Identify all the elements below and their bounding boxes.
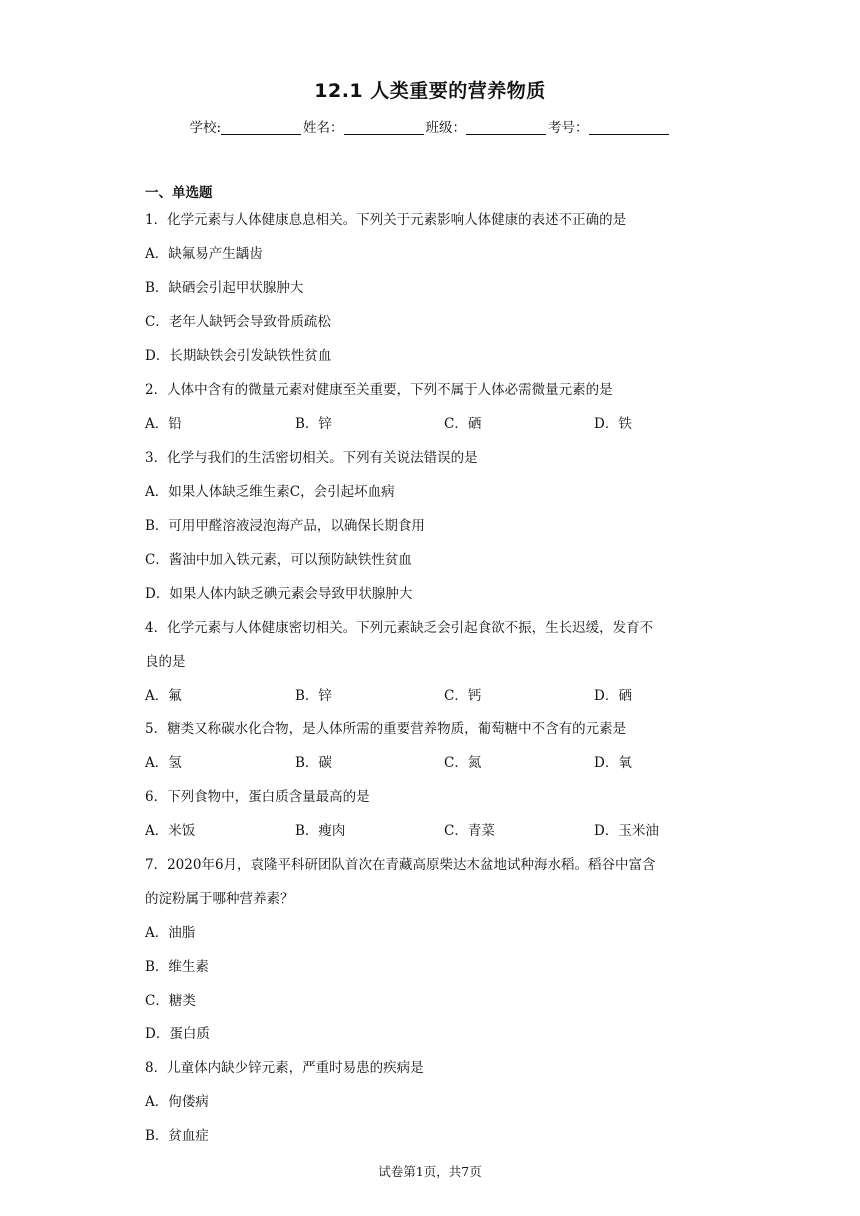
answer-option: D．铁 — [594, 416, 632, 432]
page-footer: 试卷第1页，共7页 — [378, 1164, 482, 1179]
class-blank — [466, 120, 546, 135]
answer-option: B．瘦肉 — [295, 823, 346, 839]
school-label: 学校: — [189, 120, 222, 136]
answer-option: B．锌 — [295, 688, 332, 704]
answer-option: D．如果人体内缺乏碘元素会导致甲状腺肿大 — [145, 586, 413, 602]
answer-option: C．老年人缺钙会导致骨质疏松 — [145, 314, 331, 330]
answer-option: A．氢 — [145, 755, 182, 771]
answer-option: B．可用甲醛溶液浸泡海产品，以确保长期食用 — [145, 518, 425, 534]
section-heading: 一、单选题 — [145, 185, 213, 201]
answer-option: A．氟 — [145, 688, 182, 704]
question-stem: 8．儿童体内缺少锌元素，严重时易患的疾病是 — [145, 1060, 424, 1076]
answer-option: D．蛋白质 — [145, 1026, 210, 1042]
answer-option: C．糖类 — [145, 993, 196, 1009]
answer-option: A．佝偻病 — [145, 1094, 209, 1110]
question-stem: 7．2020年6月，袁隆平科研团队首次在青藏高原柴达木盆地试种海水稻。稻谷中富含 — [145, 857, 656, 873]
answer-option: B．维生素 — [145, 959, 209, 975]
answer-option: C．青菜 — [444, 823, 495, 839]
question-stem: 3．化学与我们的生活密切相关。下列有关说法错误的是 — [145, 450, 478, 466]
answer-option: A．如果人体缺乏维生素C，会引起坏血病 — [145, 484, 395, 500]
answer-option: B．锌 — [295, 416, 332, 432]
answer-option: D．氧 — [594, 755, 632, 771]
question-stem-continued: 良的是 — [145, 654, 186, 670]
question-stem: 6．下列食物中，蛋白质含量最高的是 — [145, 789, 370, 805]
name-label: 姓名： — [303, 120, 344, 136]
student-info-line — [0, 116, 860, 136]
answer-option: C．氮 — [444, 755, 482, 771]
exam-number-blank — [589, 120, 669, 135]
answer-option: A．米饭 — [145, 823, 196, 839]
answer-option: D．硒 — [594, 688, 632, 704]
question-stem-continued: 的淀粉属于哪种营养素？ — [145, 891, 294, 907]
answer-option: D．长期缺铁会引发缺铁性贫血 — [145, 348, 332, 364]
exam-number-label: 考号： — [548, 120, 589, 136]
answer-option: C．酱油中加入铁元素，可以预防缺铁性贫血 — [145, 552, 412, 568]
name-blank — [344, 120, 424, 135]
answer-option: A．铅 — [145, 416, 182, 432]
school-blank — [221, 120, 301, 135]
question-stem: 4．化学元素与人体健康密切相关。下列元素缺乏会引起食欲不振，生长迟缓，发育不 — [145, 620, 654, 636]
answer-option: A．缺氟易产生龋齿 — [145, 246, 263, 262]
question-stem: 2．人体中含有的微量元素对健康至关重要，下列不属于人体必需微量元素的是 — [145, 382, 613, 398]
answer-option: C．硒 — [444, 416, 482, 432]
answer-option: A．油脂 — [145, 925, 196, 941]
answer-option: C．钙 — [444, 688, 482, 704]
question-stem: 1．化学元素与人体健康息息相关。下列关于元素影响人体健康的表述不正确的是 — [145, 212, 627, 228]
question-stem: 5．糖类又称碳水化合物，是人体所需的重要营养物质，葡萄糖中不含有的元素是 — [145, 721, 627, 737]
answer-option: B．碳 — [295, 755, 332, 771]
answer-option: B．贫血症 — [145, 1128, 209, 1144]
answer-option: B．缺硒会引起甲状腺肿大 — [145, 280, 304, 296]
answer-option: D．玉米油 — [594, 823, 659, 839]
class-label: 班级： — [425, 120, 467, 136]
page-title: 12.1 人类重要的营养物质 — [314, 80, 546, 102]
